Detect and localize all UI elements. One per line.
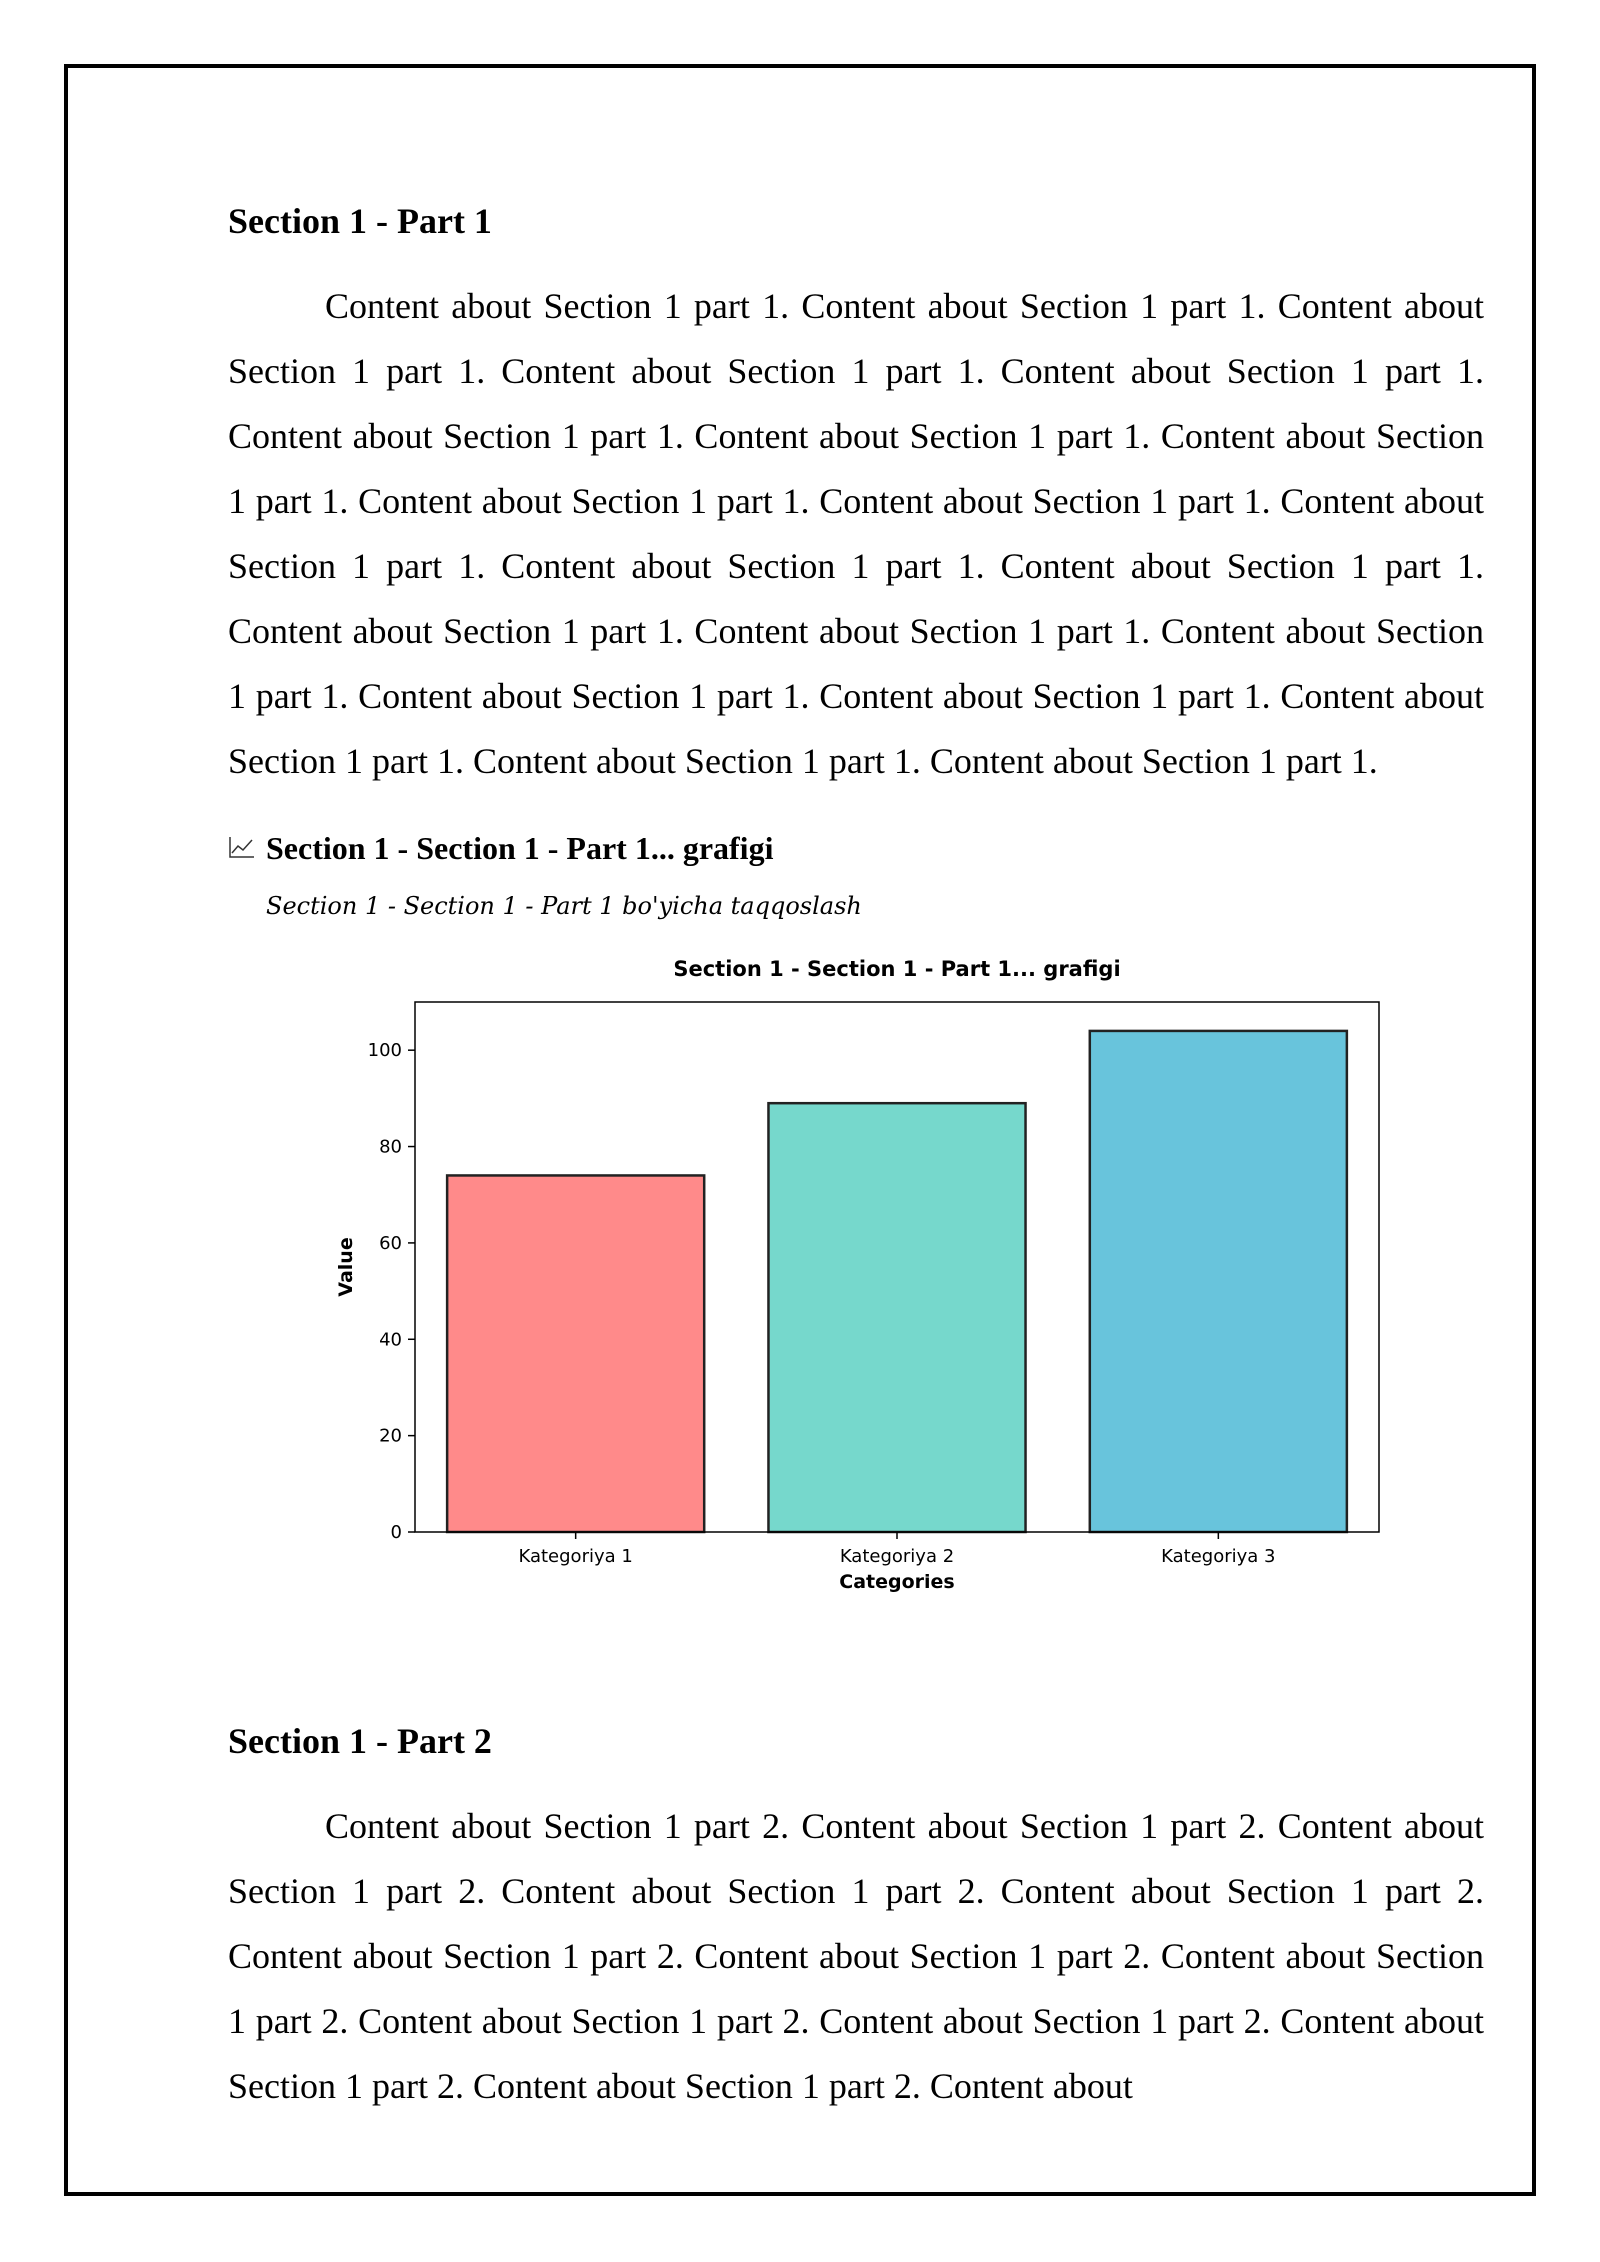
section-heading: Section 1 - Part 2: [228, 1721, 492, 1761]
line-chart-icon: [228, 830, 256, 867]
y-tick-label: 40: [379, 1329, 402, 1351]
y-tick-label: 0: [390, 1522, 402, 1543]
y-tick-label: 20: [379, 1425, 402, 1447]
figure-header: [228, 830, 1484, 867]
y-tick-label: 100: [367, 1040, 402, 1062]
y-tick-label: 60: [379, 1232, 402, 1254]
chart-svg: [320, 940, 1420, 1600]
x-tick-label: Kategoriya 3: [1161, 1546, 1276, 1567]
chart-title: Section 1 - Section 1 - Part 1... grafigi: [673, 957, 1121, 981]
bar-chart: [320, 940, 1420, 1600]
section-paragraph: Content about Section 1 part 2. Content about Section 1 part 2. Content about Section 1 part 2. Content about Section 1 part 2. Content about Section 1 part 2. Content about Section 1 part 2. Content about Section 1 part 2. Content about Section 1 part 2. Content about Section 1 part 2. Content about Section 1 part 2. Content about Section 1 part 2. Content about Section 1 part 2. Content about: [228, 1806, 1484, 2106]
x-tick-label: Kategoriya 2: [839, 1546, 955, 1567]
figure-subtitle: Section 1 - Section 1 - Part 1 bo'yicha taqqoslash: [266, 892, 862, 920]
y-axis-label: Value: [335, 1237, 357, 1297]
x-axis-label: Categories: [839, 1571, 955, 1593]
bar: [1090, 1031, 1347, 1532]
y-tick-label: 80: [379, 1136, 402, 1158]
bar: [768, 1103, 1025, 1532]
figure-title: Section 1 - Section 1 - Part 1... grafigi: [266, 830, 774, 866]
section-heading: Section 1 - Part 1: [228, 201, 492, 241]
section-paragraph: Content about Section 1 part 1. Content about Section 1 part 1. Content about Section 1 part 1. Content about Section 1 part 1. Content about Section 1 part 1. Content about Section 1 part 1. Content about Section 1 part 1. Content about Section 1 part 1. Content about Section 1 part 1. Content about Section 1 part 1. Content about Section 1 part 1. Content about Section 1 part 1. Content about Section 1 part 1. Content about Section 1 part 1. Content about Section 1 part 1. Content about Section 1 part 1. Content about Section 1 part 1. Content about Section 1 part 1. Content about Section 1 part 1. Content about Section 1 part 1. Content about Section 1 part 1.: [228, 286, 1484, 781]
x-tick-label: Kategoriya 1: [518, 1546, 633, 1567]
bar: [447, 1175, 704, 1532]
